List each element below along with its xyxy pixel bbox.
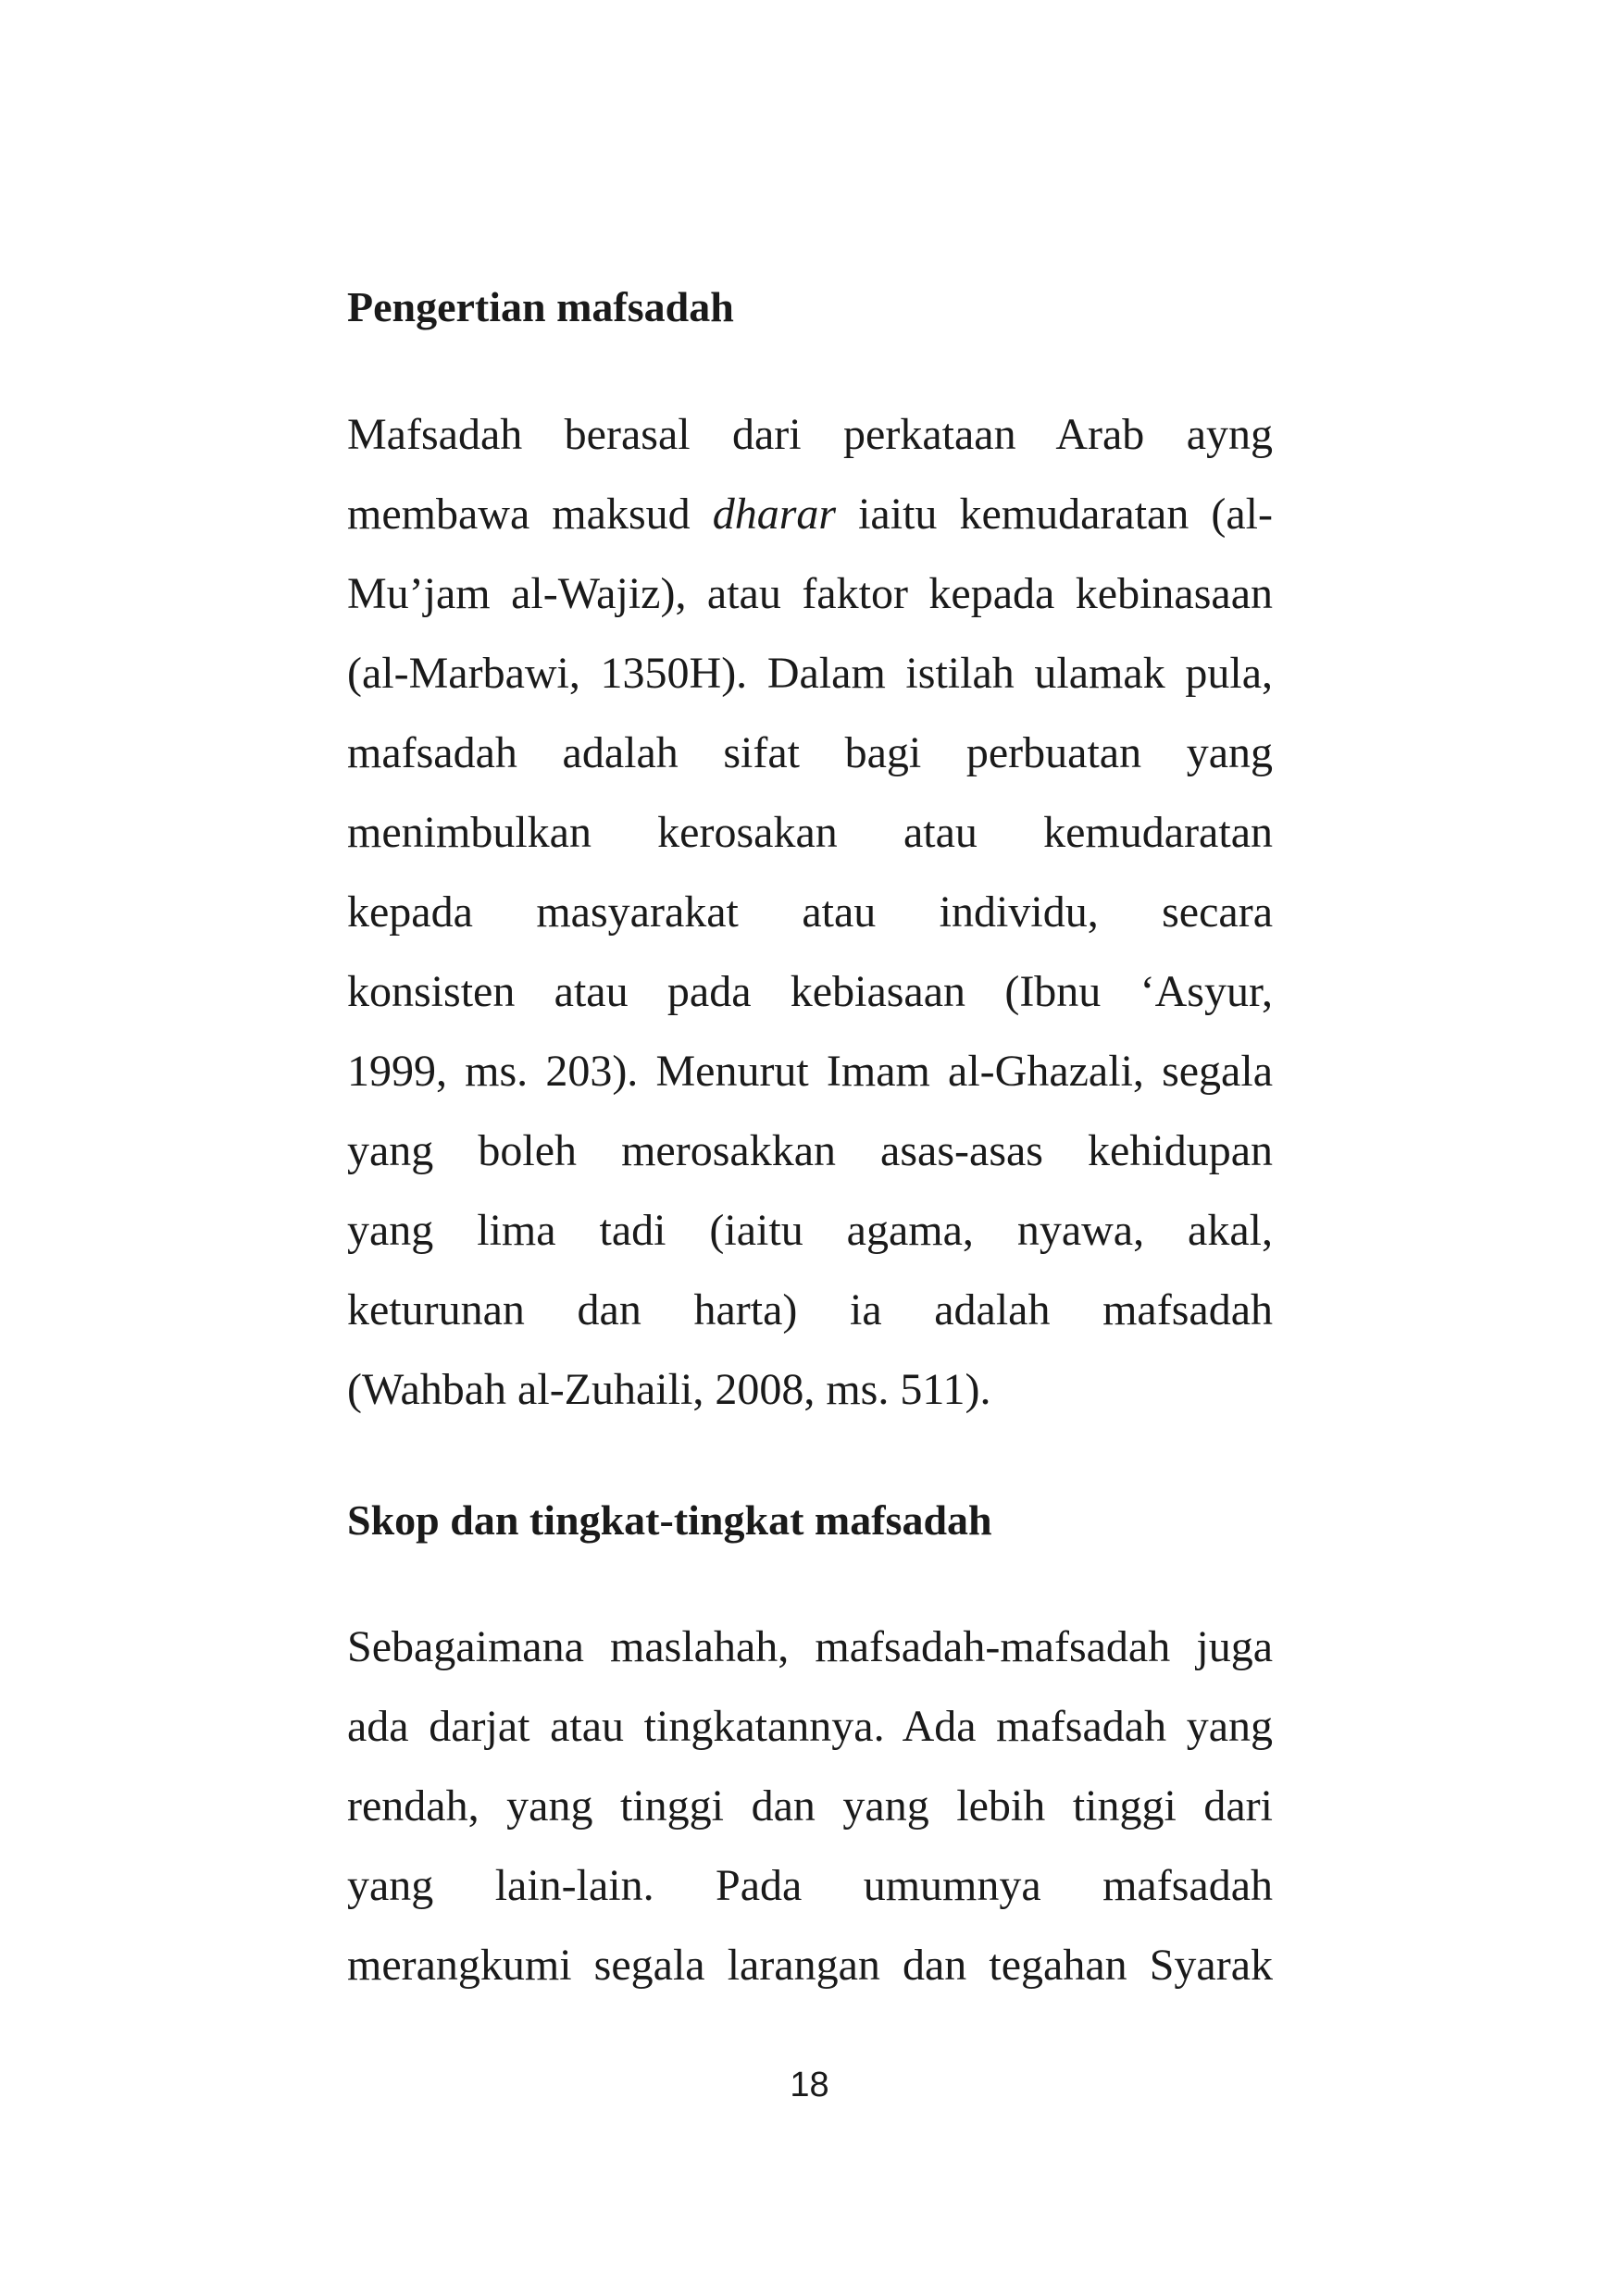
line-text: 1999, ms. 203). Menurut Imam al-Ghazali, segala [347, 1047, 1273, 1096]
section-heading-skop: Skop dan tingkat-tingkat mafsadah [347, 1496, 992, 1544]
text-line [347, 964, 1273, 1044]
text-line [347, 566, 1273, 646]
line-text: menimbulkan kerosakan atau kemudaratan [347, 808, 1273, 857]
line-text: konsisten atau pada kebiasaan (Ibnu ‘Asyur, [347, 967, 1273, 1016]
text-line [347, 1203, 1273, 1283]
line-text: merangkumi segala larangan dan tegahan Syarak [347, 1941, 1273, 1990]
line-text: (Wahbah al-Zuhaili, 2008, ms. 511). [347, 1365, 991, 1414]
text-line [347, 1858, 1273, 1938]
line-text: mafsadah adalah sifat bagi perbuatan yang [347, 728, 1273, 777]
text-line [347, 1620, 1273, 1699]
line-text: keturunan dan harta) ia adalah mafsadah [347, 1285, 1273, 1334]
line-text: ada darjat atau tingkatannya. Ada mafsadah yang [347, 1702, 1273, 1751]
page-number: 18 [790, 2066, 829, 2104]
line-text: iaitu kemudaratan (al- [836, 490, 1274, 539]
text-line [347, 805, 1273, 885]
line-text: Mu’jam al-Wajiz), atau faktor kepada kebinasaan [347, 569, 1273, 618]
line-text: Mafsadah berasal dari perkataan Arab ayng [347, 410, 1273, 459]
italic-term: dharar [712, 490, 837, 539]
text-line [347, 1779, 1273, 1858]
text-line [347, 1699, 1273, 1779]
text-line [347, 885, 1273, 964]
line-text: yang lain-lain. Pada umumnya mafsadah [347, 1861, 1273, 1910]
section-heading-pengertian: Pengertian mafsadah [347, 283, 734, 330]
line-text: kepada masyarakat atau individu, secara [347, 887, 1273, 937]
text-line [347, 487, 1273, 566]
line-text: Sebagaimana maslahah, mafsadah-mafsadah juga [347, 1622, 1273, 1671]
line-text: rendah, yang tinggi dan yang lebih tinggi dari [347, 1781, 1273, 1831]
text-line [347, 646, 1273, 726]
paragraph-skop [347, 1620, 1273, 2017]
line-text: (al-Marbawi, 1350H). Dalam istilah ulamak pula, [347, 649, 1273, 698]
text-line [347, 1362, 1273, 1442]
paragraph-pengertian [347, 407, 1273, 1442]
text-line [347, 1938, 1273, 2017]
text-line [347, 1044, 1273, 1123]
line-text: yang boleh merosakkan asas-asas kehidupan [347, 1126, 1273, 1175]
line-text: yang lima tadi (iaitu agama, nyawa, akal, [347, 1206, 1273, 1255]
line-text: membawa maksud [347, 490, 713, 539]
text-line [347, 1283, 1273, 1362]
text-line [347, 407, 1273, 487]
text-line [347, 1123, 1273, 1203]
text-line [347, 726, 1273, 805]
